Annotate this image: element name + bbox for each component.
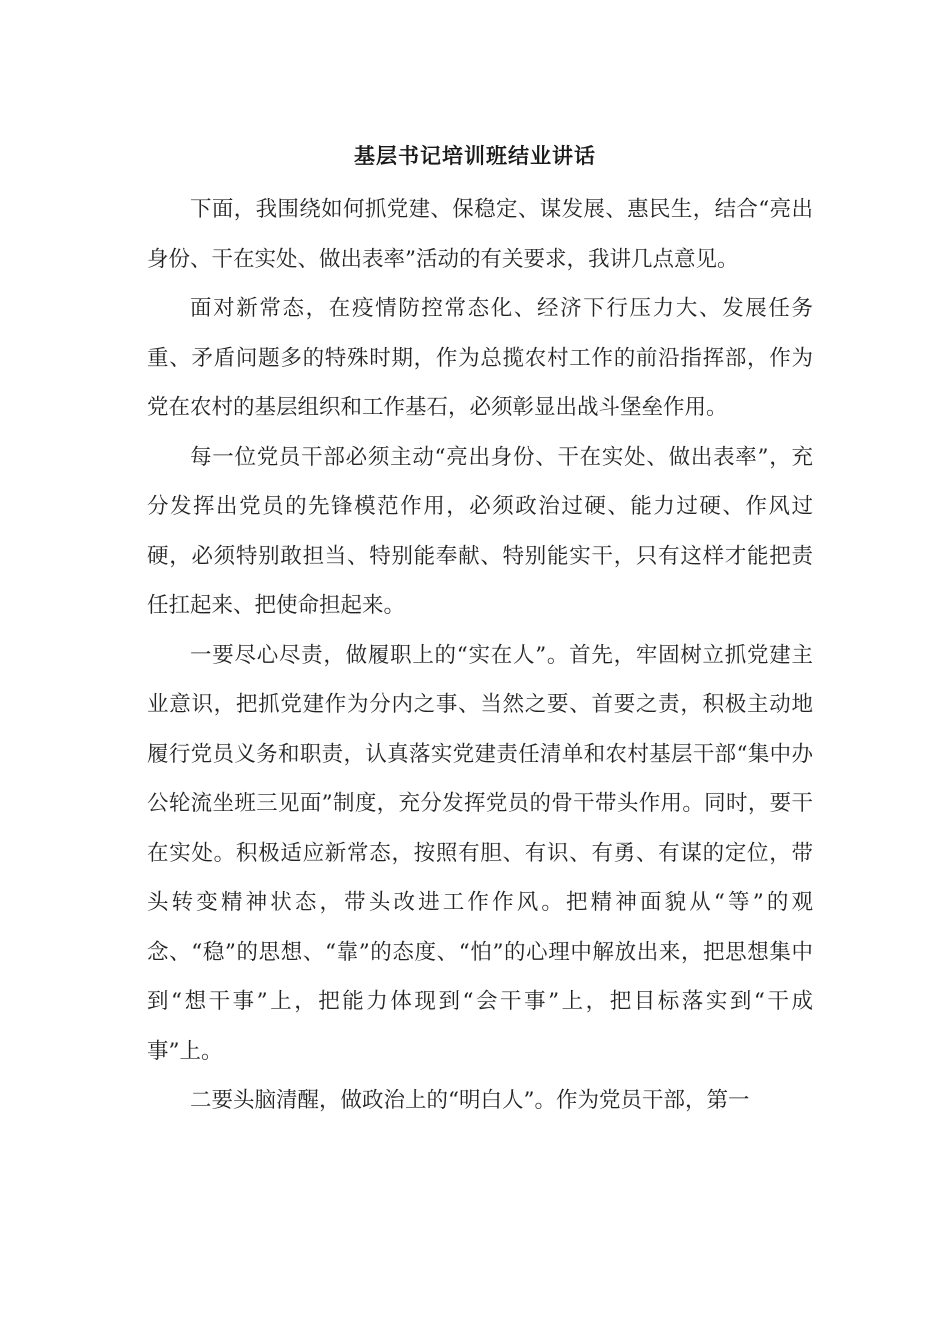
- paragraph-intro: 下面，我围绕如何抓党建、保稳定、谋发展、惠民生，结合“亮出身份、干在实处、做出表率”活动的有关要求，我讲几点意见。: [147, 197, 813, 272]
- paragraph-new-normal: 面对新常态，在疫情防控常态化、经济下行压力大、发展任务重、矛盾问题多的特殊时期，作为总揽农村工作的前沿指挥部，作为党在农村的基层组织和工作基石，必须彰显出战斗堡垒作用。: [147, 296, 813, 420]
- paragraph-party-members: 每一位党员干部必须主动“亮出身份、干在实处、做出表率”，充分发挥出党员的先锋模范作用，必须政治过硬、能力过硬、作风过硬，必须特别敢担当、特别能奉献、特别能实干，只有这样才能把责任扛起来、把使命担起来。: [147, 444, 813, 618]
- document-title: 基层书记培训班结业讲话: [354, 143, 596, 168]
- document-body: [147, 185, 813, 1126]
- paragraph-point-one: 一要尽心尽责，做履职上的“实在人”。首先，牢固树立抓党建主业意识，把抓党建作为分内之事、当然之要、首要之责，积极主动地履行党员义务和职责，认真落实党建责任清单和农村基层干部“集中办公轮流坐班三见面”制度，充分发挥党员的骨干带头作用。同时，要干在实处。积极适应新常态，按照有胆、有识、有勇、有谋的定位，带头转变精神状态，带头改进工作作风。把精神面貌从“等”的观念、“稳”的思想、“靠”的态度、“怕”的心理中解放出来，把思想集中到“想干事”上，把能力体现到“会干事”上，把目标落实到“干成事”上。: [147, 642, 813, 1064]
- paragraph-point-two: 二要头脑清醒，做政治上的“明白人”。作为党员干部，第一: [190, 1088, 750, 1113]
